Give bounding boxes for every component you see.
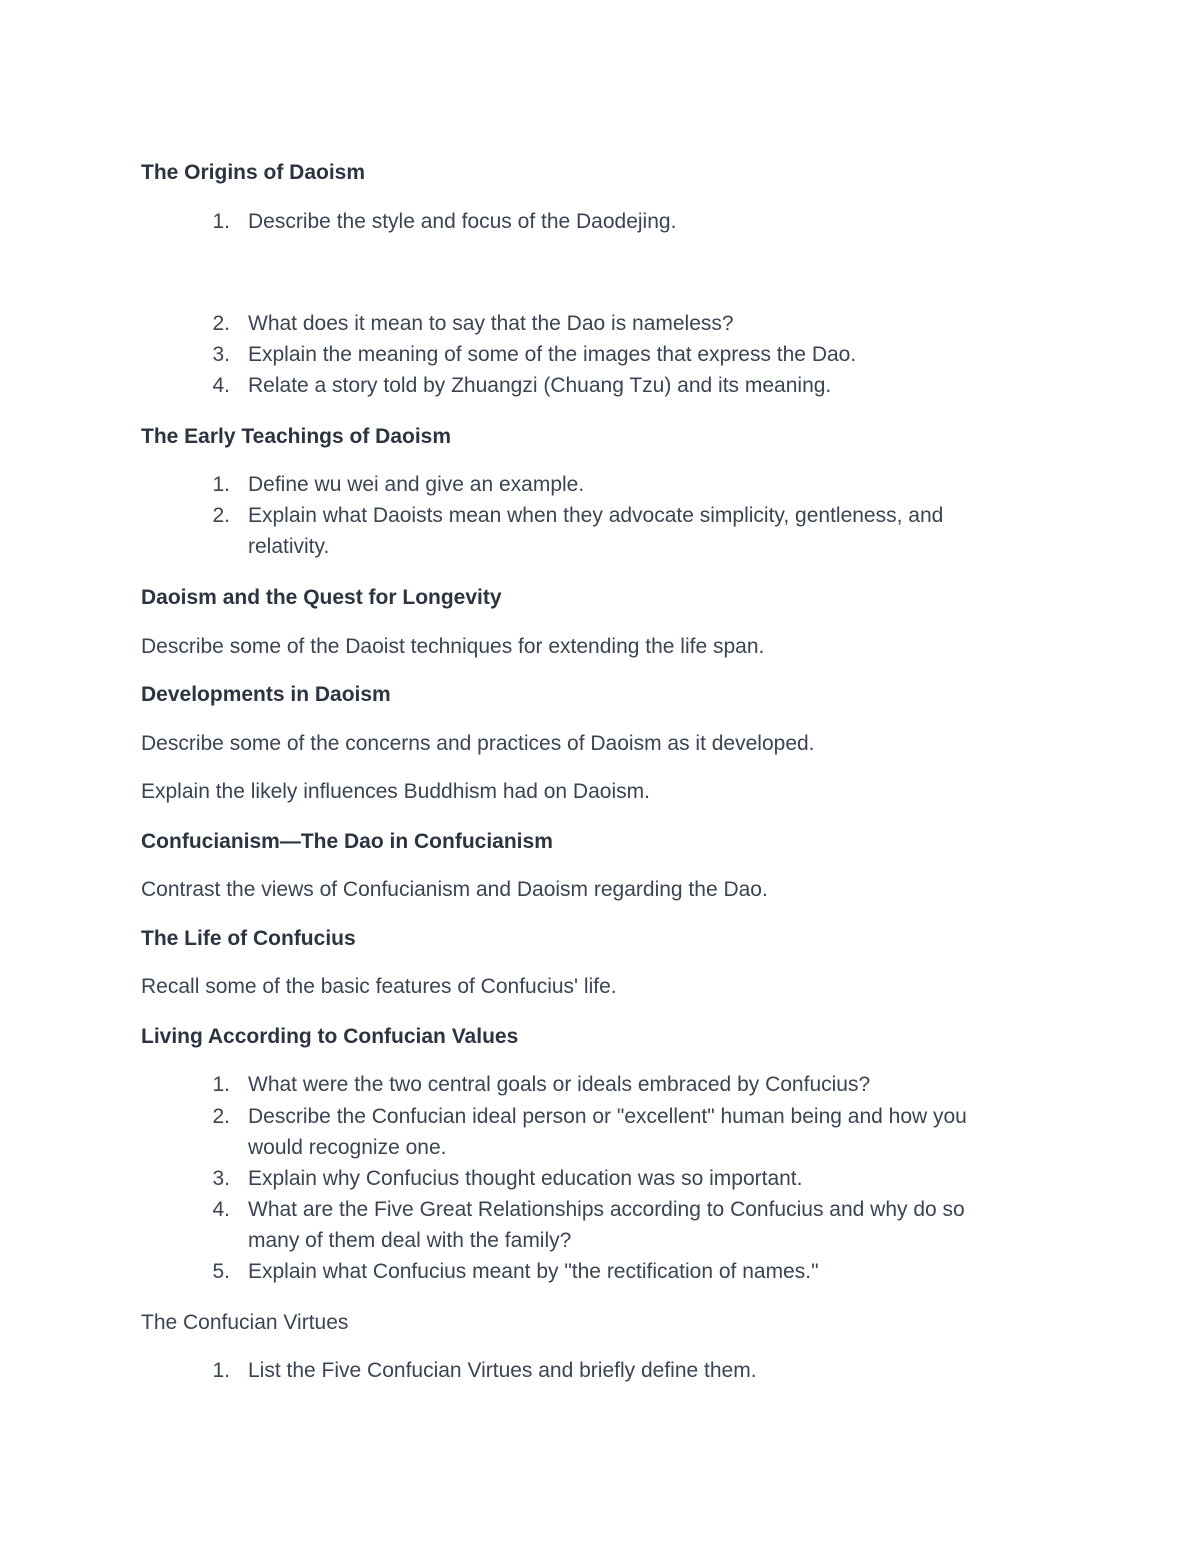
list-number: 3.: [212, 1167, 230, 1190]
list-number: 1.: [212, 1359, 230, 1382]
list-number: 4.: [212, 374, 230, 397]
list-item-text: What does it mean to say that the Dao is nameless?: [248, 312, 734, 335]
paragraph: Describe some of the concerns and practices of Daoism as it developed.: [141, 732, 815, 755]
list-number: 2.: [212, 312, 230, 335]
list-number: 5.: [212, 1260, 230, 1283]
section-heading-origins: The Origins of Daoism: [141, 161, 366, 184]
list-item-text-continued: many of them deal with the family?: [248, 1229, 572, 1252]
list-item-text: Relate a story told by Zhuangzi (Chuang Tzu) and its meaning.: [248, 374, 832, 397]
list-item-text: Explain what Daoists mean when they advocate simplicity, gentleness, and: [248, 504, 944, 527]
list-item-text: Explain why Confucius thought education was so important.: [248, 1167, 803, 1190]
list-number: 2.: [212, 1105, 230, 1128]
list-item-text: Explain the meaning of some of the images that express the Dao.: [248, 343, 857, 366]
paragraph: Recall some of the basic features of Confucius' life.: [141, 975, 617, 998]
paragraph: Explain the likely influences Buddhism had on Daoism.: [141, 780, 650, 803]
list-number: 1.: [212, 473, 230, 496]
list-item-text: What are the Five Great Relationships according to Confucius and why do so: [248, 1198, 965, 1221]
list-item-text: What were the two central goals or ideals embraced by Confucius?: [248, 1073, 871, 1096]
section-heading-life: The Life of Confucius: [141, 927, 356, 950]
section-heading-longevity: Daoism and the Quest for Longevity: [141, 586, 502, 609]
list-number: 2.: [212, 504, 230, 527]
list-number: 1.: [212, 1073, 230, 1096]
section-heading-values: Living According to Confucian Values: [141, 1025, 519, 1048]
list-item-text: Define wu wei and give an example.: [248, 473, 585, 496]
paragraph: Describe some of the Daoist techniques for extending the life span.: [141, 635, 765, 658]
list-number: 4.: [212, 1198, 230, 1221]
list-item-text: Explain what Confucius meant by "the rectification of names.": [248, 1260, 819, 1283]
list-item-text-continued: would recognize one.: [248, 1136, 447, 1159]
section-heading-developments: Developments in Daoism: [141, 683, 391, 706]
list-number: 1.: [212, 210, 230, 233]
list-item-text: Describe the style and focus of the Daodejing.: [248, 210, 677, 233]
section-heading-confucianism: Confucianism—The Dao in Confucianism: [141, 830, 553, 853]
section-heading-virtues: The Confucian Virtues: [141, 1311, 349, 1334]
list-number: 3.: [212, 343, 230, 366]
list-item-text-continued: relativity.: [248, 535, 330, 558]
paragraph: Contrast the views of Confucianism and Daoism regarding the Dao.: [141, 878, 768, 901]
list-item-text: List the Five Confucian Virtues and briefly define them.: [248, 1359, 757, 1382]
section-heading-early-teachings: The Early Teachings of Daoism: [141, 425, 452, 448]
list-item-text: Describe the Confucian ideal person or "excellent" human being and how you: [248, 1105, 967, 1128]
